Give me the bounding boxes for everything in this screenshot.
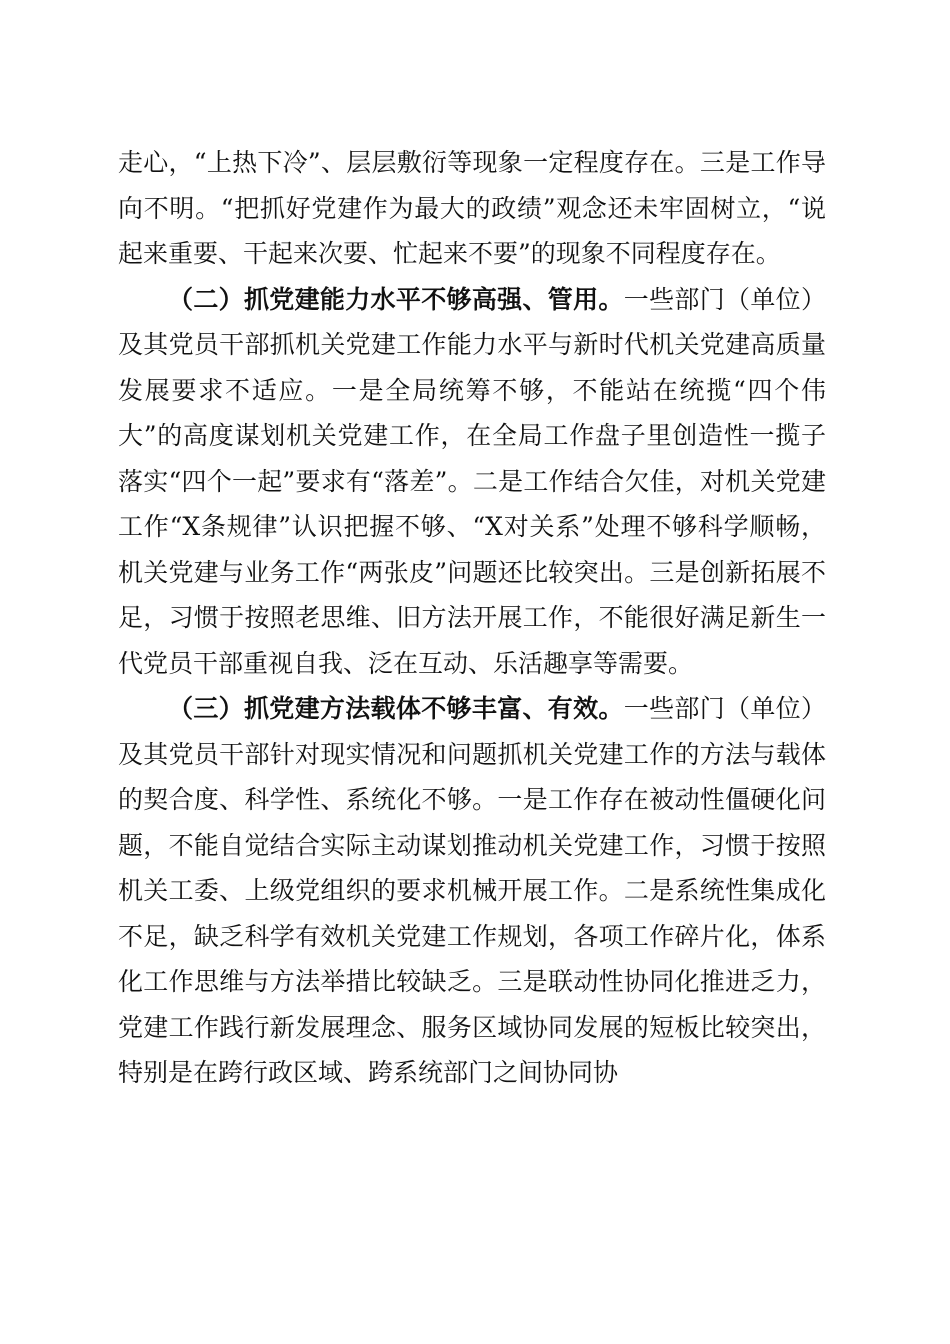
paragraph-section-2 <box>118 277 826 687</box>
section-heading: （三）抓党建方法载体不够丰富、有效。 <box>168 694 624 723</box>
paragraph-text: 一些部门（单位）及其党员干部抓机关党建工作能力水平与新时代机关党建高质量发展要求不适应。一是全局统筹不够，不能站在统揽“四个伟大”的高度谋划机关党建工作，在全局工作盘子里创造性一揽子落实“四个一起”要求有“落差”。二是工作结合欠佳，对机关党建工作“X条规律”认识把握不够、“X对关系”处理不够科学顺畅，机关党建与业务工作“两张皮”问题还比较突出。三是创新拓展不足，习惯于按照老思维、旧方法开展工作，不能很好满足新生一代党员干部重视自我、泛在互动、乐活趣享等需要。 <box>118 284 826 678</box>
paragraph-text: 走心，“上热下冷”、层层敷衍等现象一定程度存在。三是工作导向不明。“把抓好党建作为最大的政绩”观念还未牢固树立，“说起来重要、干起来次要、忙起来不要”的现象不同程度存在。 <box>118 148 826 268</box>
paragraph-continuation <box>118 140 826 277</box>
document-body <box>118 140 826 1096</box>
section-heading: （二）抓党建能力水平不够高强、管用。 <box>168 284 624 314</box>
paragraph-text: 一些部门（单位）及其党员干部针对现实情况和问题抓机关党建工作的方法与载体的契合度、科学性、系统化不够。一是工作存在被动性僵硬化问题，不能自觉结合实际主动谋划推动机关党建工作，习惯于按照机关工委、上级党组织的要求机械开展工作。二是系统性集成化不足，缺乏科学有效机关党建工作规划，各项工作碎片化，体系化工作思维与方法举措比较缺乏。三是联动性协同化推进乏力，党建工作践行新发展理念、服务区域协同发展的短板比较突出，特别是在跨行政区域、跨系统部门之间协同协 <box>118 694 826 1087</box>
paragraph-section-3 <box>118 686 826 1096</box>
